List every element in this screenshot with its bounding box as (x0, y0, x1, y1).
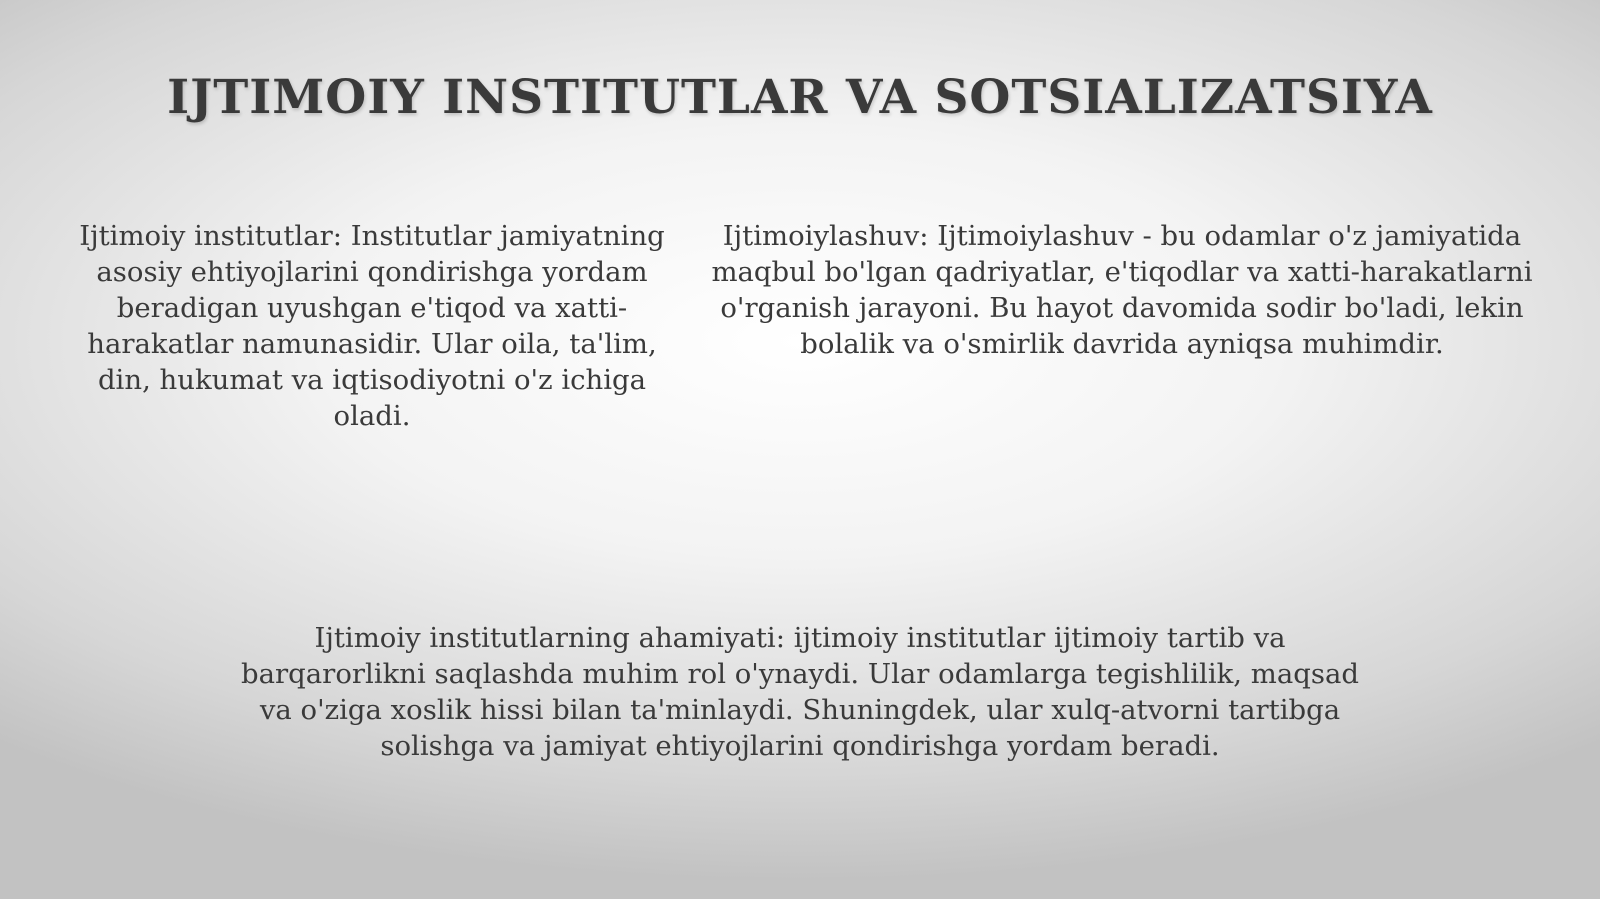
socialization-paragraph: Ijtimoiylashuv: Ijtimoiylashuv - bu odamlar o'z jamiyatida maqbul bo'lgan qadriyatlar, e'tiqodlar va xatti-harakatlarni o'rganish jarayoni. Bu hayot davomida sodir bo'ladi, lekin bolalik va o'smirlik davrida ayniqsa muhimdir. (711, 220, 1533, 360)
social-institutions-paragraph: Ijtimoiy institutlar: Institutlar jamiyatning asosiy ehtiyojlarini qondirishga yordam beradigan uyushgan e'tiqod va xatti-harakatlar namunasidir. Ular oila, ta'lim, din, hukumat va iqtisodiyotni o'z ichiga oladi. (79, 220, 665, 432)
slide-title: IJTIMOIY INSTITUTLAR VA SOTSIALIZATSIYA (167, 70, 1433, 125)
importance-paragraph: Ijtimoiy institutlarning ahamiyati: ijtimoiy institutlar ijtimoiy tartib va barqarorlikni saqlashda muhim rol o'ynaydi. Ular odamlarga tegishlilik, maqsad va o'ziga xoslik hissi bilan ta'minlaydi. Shuningdek, ular xulq-atvorni tartibga solishga va jamiyat ehtiyojlarini qondirishga yordam beradi. (241, 622, 1359, 762)
